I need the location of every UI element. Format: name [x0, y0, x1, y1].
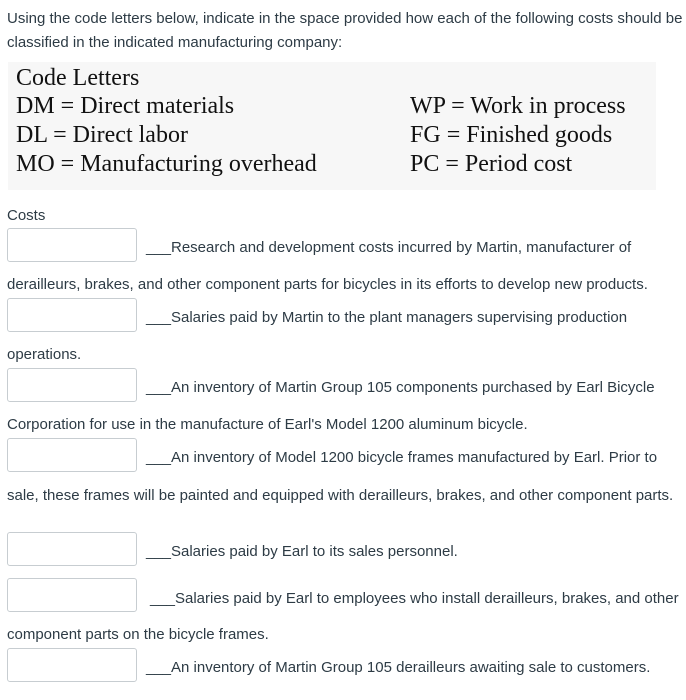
- instructions-text: Using the code letters below, indicate in the space provided how each of the following costs should be classified in the indicated manufacturing company:: [7, 10, 683, 51]
- answer-input-3[interactable]: [7, 368, 137, 402]
- blank-dash: ___: [150, 590, 176, 607]
- cost-item-6-text: Salaries paid by Earl to employees who install derailleurs, brakes, and other: [175, 590, 679, 607]
- cost-item-2-continuation: operations.: [7, 346, 82, 363]
- costs-label: Costs: [7, 207, 46, 224]
- code-letters-table: [8, 62, 656, 190]
- code-equals: =: [446, 122, 461, 148]
- cost-item-7-text: An inventory of Martin Group 105 derailleurs awaiting sale to customers.: [171, 659, 651, 676]
- code-abbrev: PC: [410, 151, 440, 177]
- code-meaning: Direct labor: [72, 122, 188, 148]
- code-mo: [16, 150, 317, 178]
- blank-dash: ___: [146, 239, 172, 256]
- cost-item-1-text: Research and development costs incurred by Martin, manufacturer of: [171, 239, 632, 256]
- answer-input-6[interactable]: [7, 578, 137, 612]
- code-equals: =: [60, 151, 75, 177]
- blank-dash: ___: [146, 659, 172, 676]
- code-meaning: Period cost: [464, 151, 573, 177]
- code-meaning: Direct materials: [80, 93, 235, 119]
- code-meaning: Manufacturing overhead: [80, 151, 317, 177]
- blank-dash: ___: [146, 309, 172, 326]
- answer-input-1[interactable]: [7, 228, 137, 262]
- cost-item-1-continuation: derailleurs, brakes, and other component parts for bicycles in its efforts to develop new products.: [7, 276, 648, 293]
- cost-item-5-text: Salaries paid by Earl to its sales personnel.: [171, 543, 458, 560]
- code-equals: =: [445, 151, 459, 177]
- code-fg: [410, 121, 612, 149]
- blank-dash: ___: [146, 449, 172, 466]
- cost-item-2-text: Salaries paid by Martin to the plant managers supervising production: [171, 309, 628, 326]
- cost-item-6-continuation: component parts on the bicycle frames.: [7, 626, 269, 643]
- code-dm: [16, 92, 234, 120]
- code-dl: [16, 121, 188, 149]
- code-abbrev: MO: [16, 151, 55, 177]
- cost-item-4-text: An inventory of Model 1200 bicycle frames manufactured by Earl. Prior to: [171, 449, 658, 466]
- code-abbrev: WP: [410, 93, 446, 119]
- code-pc: [410, 150, 572, 178]
- answer-input-2[interactable]: [7, 298, 137, 332]
- code-abbrev: FG: [410, 122, 441, 148]
- answer-input-4[interactable]: [7, 438, 137, 472]
- cost-item-4-continuation: sale, these frames will be painted and equipped with derailleurs, brakes, and other component parts.: [7, 487, 674, 504]
- answer-input-5[interactable]: [7, 532, 137, 566]
- blank-dash: ___: [146, 543, 172, 560]
- cost-item-3-continuation: Corporation for use in the manufacture of Earl's Model 1200 aluminum bicycle.: [7, 416, 528, 433]
- code-wp: [410, 92, 626, 120]
- blank-dash: ___: [146, 379, 172, 396]
- code-equals: =: [53, 122, 67, 148]
- cost-item-3-text: An inventory of Martin Group 105 components purchased by Earl Bicycle: [171, 379, 655, 396]
- code-letters-heading: Code Letters: [16, 65, 140, 91]
- answer-input-7[interactable]: [7, 648, 137, 682]
- code-equals: =: [451, 93, 465, 119]
- code-meaning: Finished goods: [466, 122, 613, 148]
- code-meaning: Work in process: [470, 93, 626, 119]
- code-equals: =: [60, 93, 75, 119]
- code-abbrev: DM: [16, 93, 55, 119]
- code-abbrev: DL: [16, 122, 48, 148]
